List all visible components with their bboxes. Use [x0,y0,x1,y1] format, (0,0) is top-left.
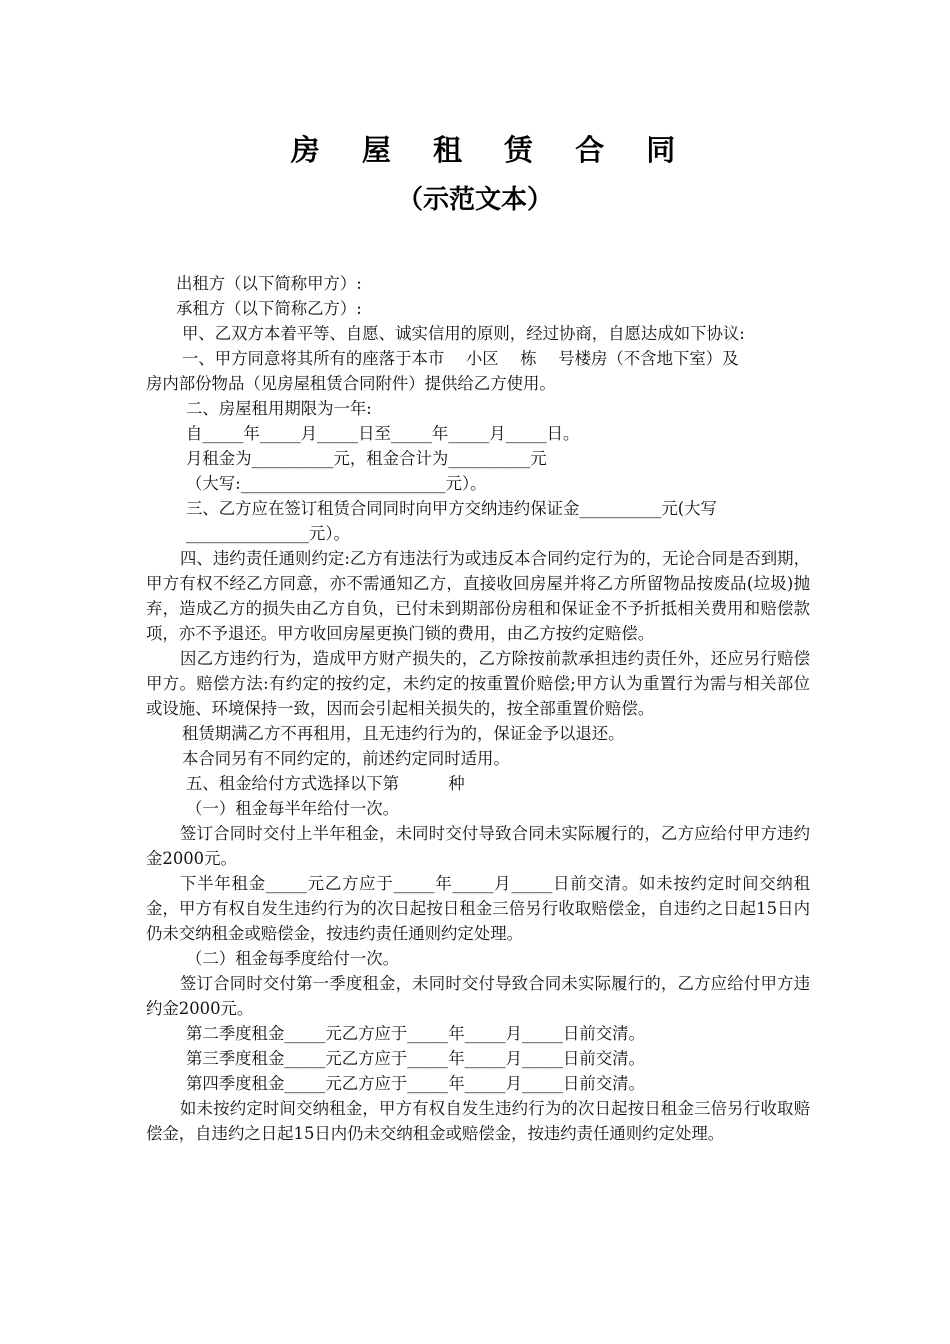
quarter-2-payment: 第二季度租金_____元乙方应于_____年_____月_____日前交清。 [186,1024,645,1043]
other-agreements: 本合同另有不同约定的，前述约定同时适用。 [182,749,510,768]
clause-3-line-1: 三、乙方应在签订租赁合同同时向甲方交纳违约保证金__________元(大写 [186,499,717,518]
rent-in-words: （大写:_________________________元）。 [186,474,487,493]
option-1-heading: （一）租金每半年给付一次。 [186,799,400,818]
clause-4-general-liability: 四、违约责任通则约定:乙方有违法行为或违反本合同约定行为的，无论合同是否到期，甲方有权不经乙方同意，亦不需通知乙方，直接收回房屋并将乙方所留物品按废品(垃圾)抛弃，造成乙方的损失由乙方自负，已付未到期部份房租和保证金不予折抵相关费用和赔偿款项，亦不予退还。甲方收回房屋更换门锁的费用，由乙方按约定赔偿。 [146,549,810,643]
quarter-4-payment: 第四季度租金_____元乙方应于_____年_____月_____日前交清。 [186,1074,645,1093]
late-payment-clause: 如未按约定时间交纳租金，甲方有权自发生违约行为的次日起按日租金三倍另行收取赔偿金，自违约之日起15日内仍未交纳租金或赔偿金，按违约责任通则约定处理。 [146,1099,810,1143]
lease-period: 自_____年_____月_____日至_____年_____月_____日。 [186,424,580,443]
document-subtitle: （示范文本） [396,185,553,215]
lessor-line: 出租方（以下简称甲方）: [176,274,362,293]
quarter-3-payment: 第三季度租金_____元乙方应于_____年_____月_____日前交清。 [186,1049,645,1068]
option-1-second-payment: 下半年租金_____元乙方应于_____年_____月_____日前交清。如未按约定时间交纳租金，甲方有权自发生违约行为的次日起按日租金三倍另行收取赔偿金，自违约之日起15日内仍未交纳租金或赔偿金，按违约责任通则约定处理。 [146,874,810,943]
preamble: 甲、乙双方本着平等、自愿、诚实信用的原则，经过协商，自愿达成如下协议: [182,324,745,343]
clause-3-line-2: _______________元）。 [186,524,350,543]
clause-5-heading: 五、租金给付方式选择以下第 种 [186,774,465,793]
deposit-refund: 租赁期满乙方不再租用，且无违约行为的，保证金予以退还。 [182,724,625,743]
document-body [146,271,810,1146]
clause-1-line-2: 房内部份物品（见房屋租赁合同附件）提供给乙方使用。 [146,374,556,393]
option-2-heading: （二）租金每季度给付一次。 [186,949,400,968]
clause-1-line-1: 一、甲方同意将其所有的座落于本市 小区 栋 号楼房（不含地下室）及 [182,349,739,368]
document-title: 房 屋 租 赁 合 同 [290,133,692,167]
monthly-rent: 月租金为__________元，租金合计为__________元 [186,449,547,468]
lessee-line: 承租方（以下简称乙方）: [176,299,362,318]
option-2-first-payment: 签订合同时交付第一季度租金，未同时交付导致合同未实际履行的，乙方应给付甲方违约金2000元。 [146,974,810,1018]
clause-2-heading: 二、房屋租用期限为一年: [186,399,372,418]
clause-4-damages: 因乙方违约行为，造成甲方财产损失的，乙方除按前款承担违约责任外，还应另行赔偿甲方。赔偿方法:有约定的按约定，未约定的按重置价赔偿;甲方认为重置行为需与相关部位或设施、环境保持一致，因而会引起相关损失的，按全部重置价赔偿。 [146,649,810,718]
option-1-first-payment: 签订合同时交付上半年租金，未同时交付导致合同未实际履行的，乙方应给付甲方违约金2000元。 [146,824,810,868]
